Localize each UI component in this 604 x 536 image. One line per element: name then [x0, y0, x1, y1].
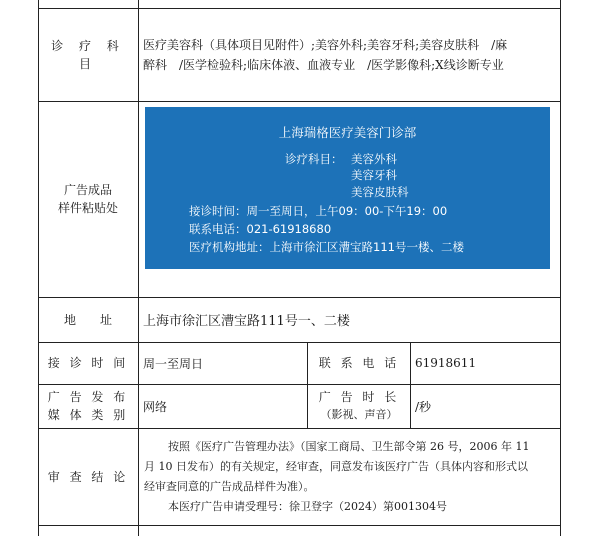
ad-sample-label-line-2: 样件粘贴处 [57, 201, 118, 215]
review-line-3: 经审查同意的广告成品样件为准）。 [144, 480, 315, 493]
review-conclusion [144, 437, 554, 517]
ad-address: 医疗机构地址：上海市徐汇区漕宝路111号一楼、二楼 [189, 240, 464, 254]
ad-sample-image [145, 107, 550, 269]
ad-title: 上海瑞格医疗美容门诊部 [278, 125, 417, 140]
approval-form [38, 0, 560, 536]
media-label-line-2: 媒 体 类 别 [47, 408, 129, 422]
ad-sample-label [38, 101, 138, 297]
ad-dept-prefix: 诊疗科目： [285, 152, 343, 166]
ad-sample-label-line-1: 广告成品 [63, 183, 112, 197]
hours-value: 周一至周日 [143, 356, 204, 371]
departments-line-1: 医疗美容科（具体项目见附件）;美容外科;美容牙科;美容皮肤科 /麻 [143, 37, 508, 52]
ad-phone: 联系电话：021-61918680 [189, 222, 332, 236]
review-line-4: 本医疗广告申请受理号：徐卫登字（2024）第001304号 [168, 500, 447, 513]
duration-label-line-1: 广 告 时 长 [318, 390, 400, 404]
hours-label: 接 诊 时 间 [47, 356, 129, 370]
review-label: 审 查 结 论 [47, 469, 129, 484]
media-value: 网络 [143, 399, 168, 414]
ad-dept-item: 美容外科 [351, 152, 397, 166]
duration-label-line-2: （影视、声音） [320, 408, 398, 421]
phone-value: 61918611 [415, 356, 477, 370]
duration-label [308, 384, 410, 428]
review-line-1: 按照《医疗广告管理办法》（国家工商局、卫生部令第 26 号，2006 年 11 [168, 440, 530, 453]
address-label: 地 址 [63, 312, 112, 327]
ad-dept-item: 美容牙科 [351, 168, 397, 182]
media-label [38, 384, 138, 428]
media-label-line-1: 广 告 发 布 [47, 390, 129, 404]
phone-label: 联 系 电 话 [318, 356, 400, 370]
address-value: 上海市徐汇区漕宝路111号一、二楼 [143, 314, 350, 329]
ad-dept-item: 美容皮肤科 [351, 185, 409, 199]
row-border [38, 525, 560, 526]
table-border-right [560, 0, 561, 536]
duration-value: /秒 [415, 399, 432, 414]
departments-value [139, 8, 560, 101]
departments-label: 诊 疗 科 目 [51, 38, 125, 71]
departments-line-2: 醉科 /医学检验科;临床体液、血液专业 /医学影像科;X线诊断专业 [143, 57, 504, 72]
ad-hours: 接诊时间：周一至周日，上午09：00-下午19：00 [189, 204, 448, 218]
review-line-2: 月 10 日发布）的有关规定，经审查，同意发布该医疗广告（具体内容和形式以 [144, 460, 528, 473]
